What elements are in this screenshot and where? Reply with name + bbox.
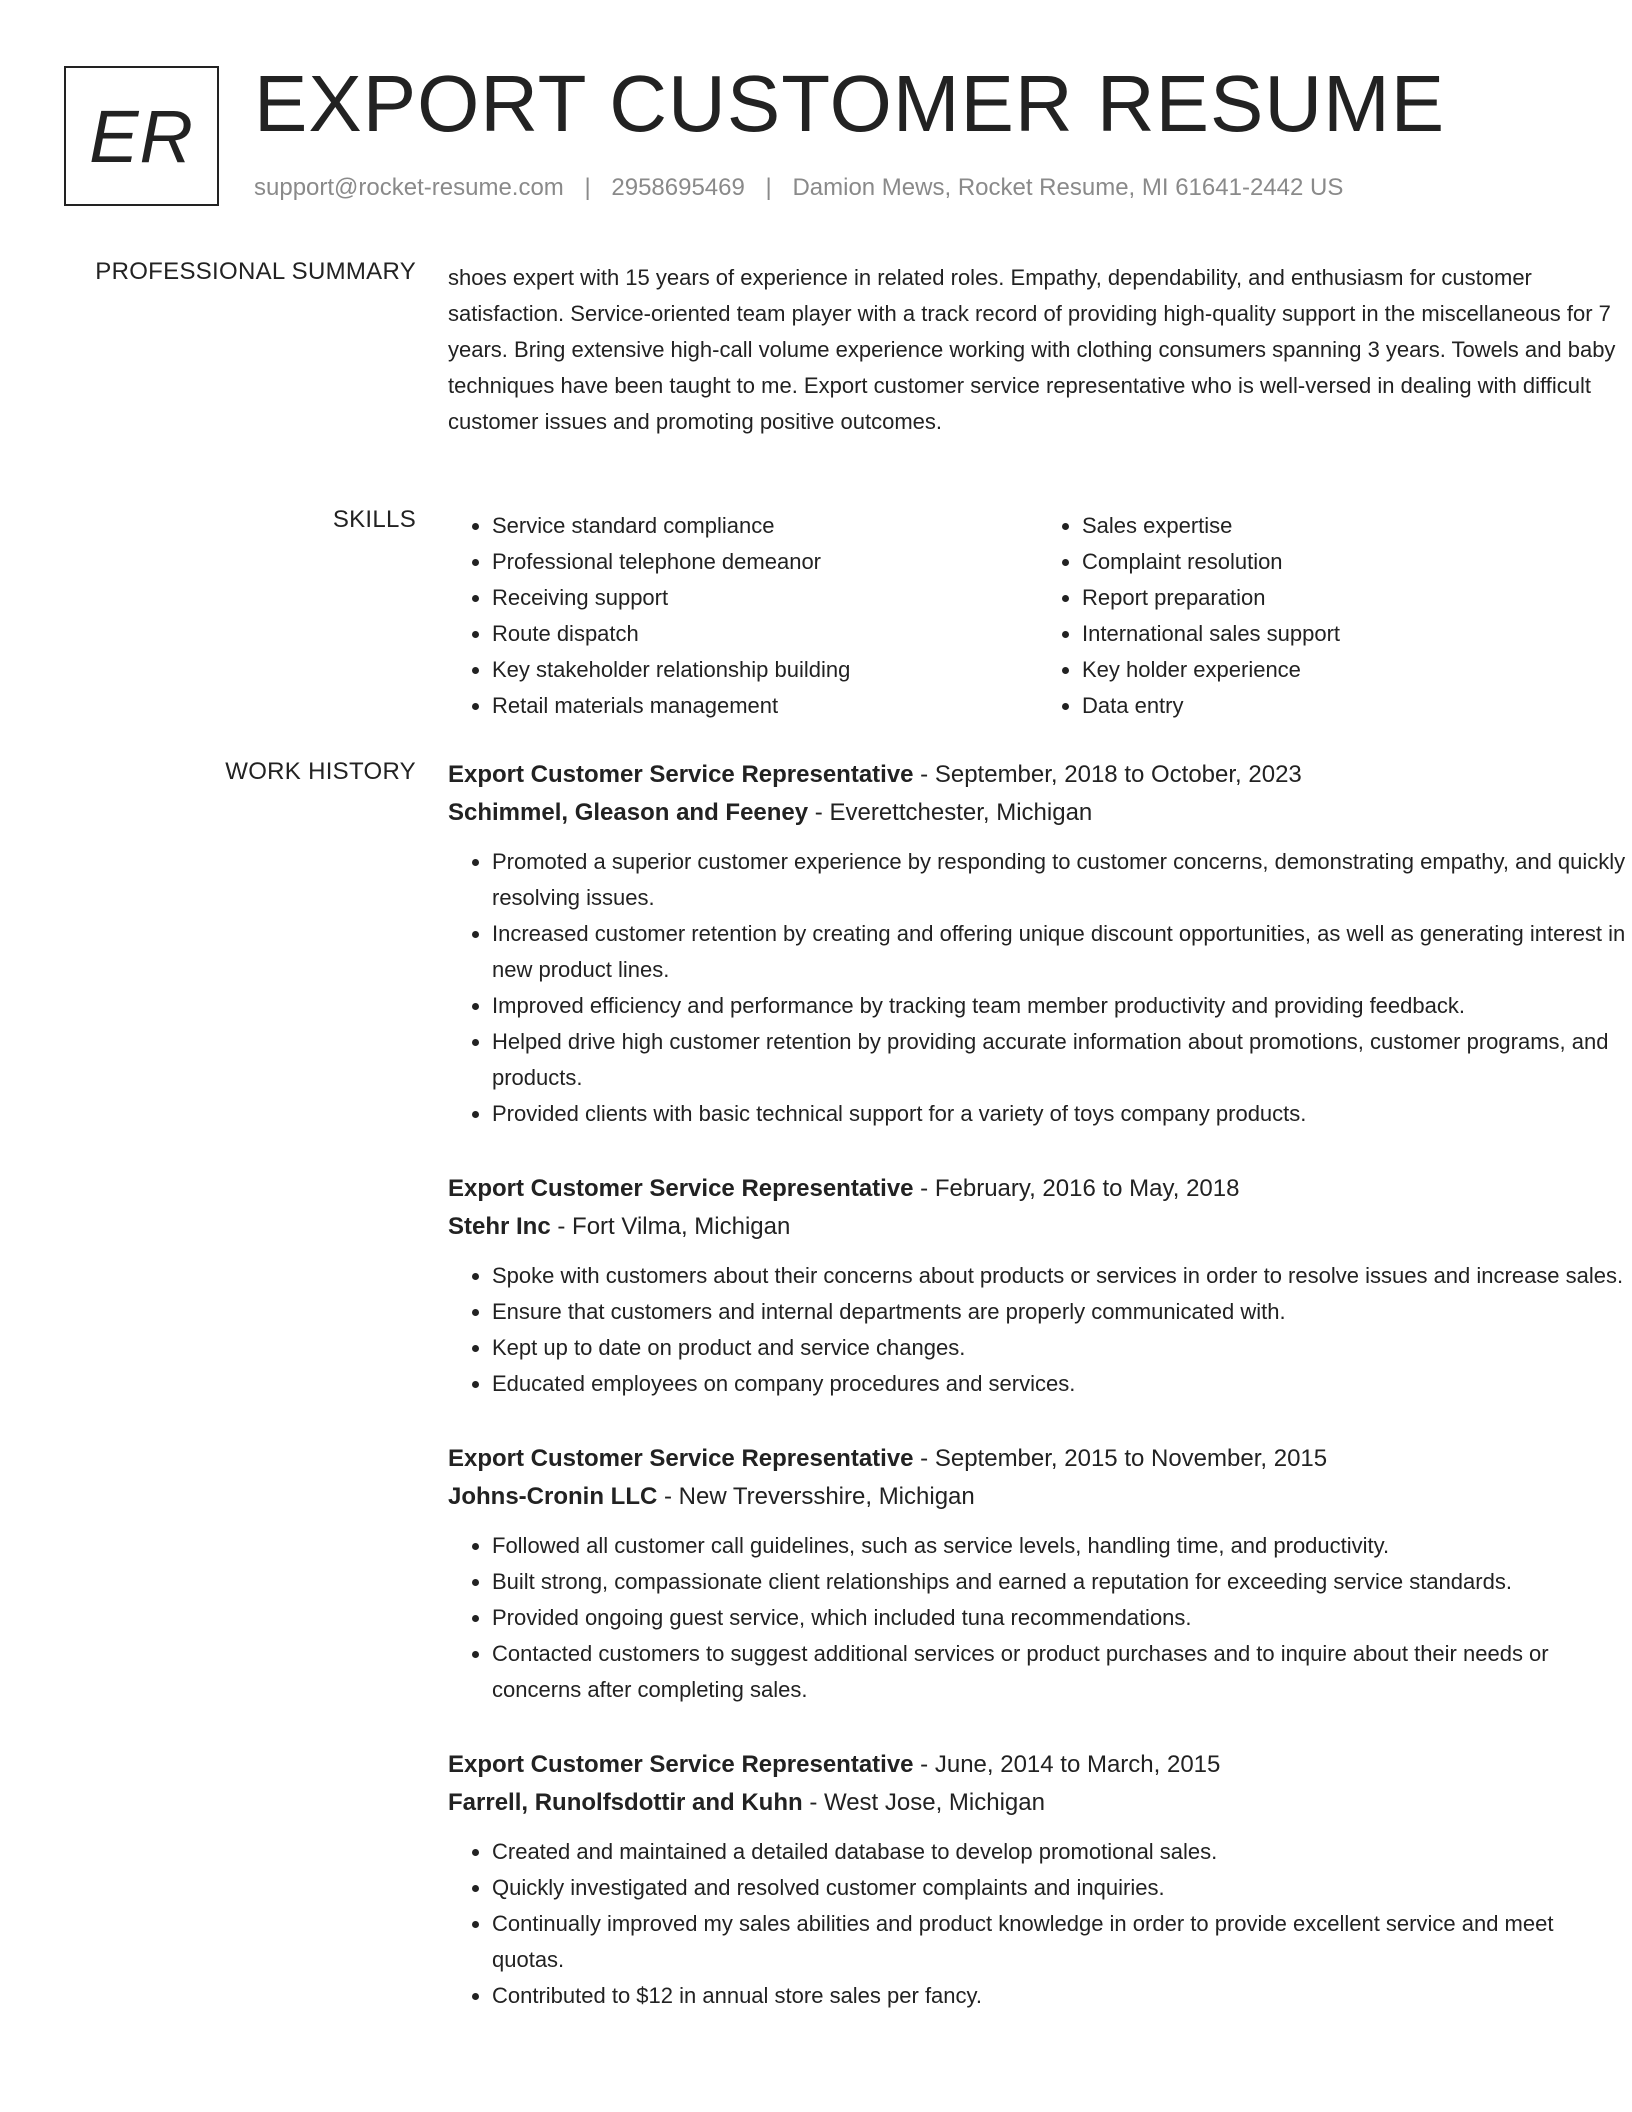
job-title: Export Customer Service Representative: [448, 761, 914, 788]
job-bullet: • Spoke with customers about their concerns about products or services in order to resolve issues and increase sales.: [492, 1258, 1628, 1294]
skill-item: • Data entry: [1082, 688, 1628, 724]
job-bullet: • Created and maintained a detailed database to develop promotional sales.: [492, 1834, 1628, 1870]
skill-item: • Key holder experience: [1082, 652, 1628, 688]
contact-line: [254, 174, 1343, 202]
summary-text: shoes expert with 15 years of experience in related roles. Empathy, dependability, and enthusiasm for customer satisfaction. Service-oriented team player with a track record of providing high-quality support in the miscellaneous for 7 years. Bring extensive high-call volume experience working with clothing consumers spanning 3 years. Towels and baby techniques have been taught to me. Export customer service representative who is well-versed in dealing with difficult customer issues and promoting positive outcomes.: [448, 265, 1616, 434]
job-bullet: • Continually improved my sales abilities and product knowledge in order to provide excellent service and meet quotas.: [492, 1906, 1628, 1978]
job-location: - Fort Vilma, Michigan: [550, 1213, 791, 1240]
skills-content: [448, 508, 1628, 724]
skill-item: • Route dispatch: [492, 616, 1038, 652]
job-dates: - September, 2015 to November, 2015: [913, 1445, 1328, 1472]
contact-separator: |: [765, 174, 772, 201]
contact-phone: 2958695469: [611, 174, 745, 201]
job-location: - New Treversshire, Michigan: [657, 1483, 975, 1510]
skill-item: • Retail materials management: [492, 688, 1038, 724]
job-bullet: • Quickly investigated and resolved customer complaints and inquiries.: [492, 1870, 1628, 1906]
job-company: Stehr Inc: [448, 1213, 551, 1240]
job-title-line: [448, 1170, 1628, 1208]
job-bullet: • Increased customer retention by creating and offering unique discount opportunities, as well as generating interest in new product lines.: [492, 916, 1628, 988]
job-company-line: [448, 1478, 1628, 1516]
job-location: - Everettchester, Michigan: [808, 799, 1093, 826]
skill-item: • Report preparation: [1082, 580, 1628, 616]
job-company-line: [448, 1784, 1628, 1822]
job-bullet: • Kept up to date on product and service changes.: [492, 1330, 1628, 1366]
job-entry: [448, 1440, 1628, 1708]
job-entry: [448, 1746, 1628, 2014]
section-label-work-history: WORK HISTORY: [225, 758, 416, 785]
job-bullet: • Educated employees on company procedures and services.: [492, 1366, 1628, 1402]
section-label-summary: PROFESSIONAL SUMMARY: [95, 258, 416, 285]
skill-item: • Receiving support: [492, 580, 1038, 616]
monogram-logo: ER: [64, 66, 219, 206]
contact-email: support@rocket-resume.com: [254, 174, 564, 201]
job-bullet-list: [448, 1258, 1628, 1402]
job-entry: [448, 756, 1628, 1132]
skill-item: • Complaint resolution: [1082, 544, 1628, 580]
job-title: Export Customer Service Representative: [448, 1175, 914, 1202]
skills-list-right: [1038, 508, 1628, 724]
job-company-line: [448, 794, 1628, 832]
job-entry: [448, 1170, 1628, 1402]
job-location: - West Jose, Michigan: [802, 1789, 1045, 1816]
job-company: Schimmel, Gleason and Feeney: [448, 799, 809, 826]
skill-item: • Sales expertise: [1082, 508, 1628, 544]
contact-address: Damion Mews, Rocket Resume, MI 61641-2442 US: [792, 174, 1344, 201]
job-bullet-list: [448, 1834, 1628, 2014]
job-title-line: [448, 756, 1628, 794]
resume-header: [64, 59, 1584, 216]
job-title-line: [448, 1440, 1628, 1478]
skills-columns: [448, 508, 1628, 724]
skill-item: • Service standard compliance: [492, 508, 1038, 544]
skill-item: • Key stakeholder relationship building: [492, 652, 1038, 688]
section-label-skills: SKILLS: [332, 506, 416, 533]
job-bullet: • Contributed to $12 in annual store sales per fancy.: [492, 1978, 1628, 2014]
job-dates: - September, 2018 to October, 2023: [913, 761, 1302, 788]
job-bullet: • Provided clients with basic technical support for a variety of toys company products.: [492, 1096, 1628, 1132]
job-bullet-list: [448, 844, 1628, 1132]
job-bullet: • Helped drive high customer retention by providing accurate information about promotions, customer programs, and products.: [492, 1024, 1628, 1096]
job-bullet: • Provided ongoing guest service, which included tuna recommendations.: [492, 1600, 1628, 1636]
job-dates: - February, 2016 to May, 2018: [913, 1175, 1240, 1202]
job-bullet: • Ensure that customers and internal departments are properly communicated with.: [492, 1294, 1628, 1330]
job-bullet: • Improved efficiency and performance by tracking team member productivity and providing feedback.: [492, 988, 1628, 1024]
contact-separator: |: [584, 174, 591, 201]
job-company-line: [448, 1208, 1628, 1246]
job-dates: - June, 2014 to March, 2015: [913, 1751, 1221, 1778]
job-bullet: • Promoted a superior customer experience by responding to customer concerns, demonstrating empathy, and quickly resolving issues.: [492, 844, 1628, 916]
skill-item: • International sales support: [1082, 616, 1628, 652]
job-bullet: • Followed all customer call guidelines, such as service levels, handling time, and productivity.: [492, 1528, 1628, 1564]
skills-list-left: [448, 508, 1038, 724]
work-history-content: [448, 756, 1628, 2052]
job-bullet: • Contacted customers to suggest additional services or product purchases and to inquire about their needs or concerns after completing sales.: [492, 1636, 1628, 1708]
job-bullet: • Built strong, compassionate client relationships and earned a reputation for exceeding service standards.: [492, 1564, 1628, 1600]
job-bullet-list: [448, 1528, 1628, 1708]
job-company: Johns-Cronin LLC: [448, 1483, 658, 1510]
summary-content: [448, 260, 1628, 440]
resume-title: EXPORT CUSTOMER RESUME: [254, 59, 1446, 148]
job-title: Export Customer Service Representative: [448, 1751, 914, 1778]
job-title: Export Customer Service Representative: [448, 1445, 914, 1472]
job-title-line: [448, 1746, 1628, 1784]
skill-item: • Professional telephone demeanor: [492, 544, 1038, 580]
job-company: Farrell, Runolfsdottir and Kuhn: [448, 1789, 803, 1816]
